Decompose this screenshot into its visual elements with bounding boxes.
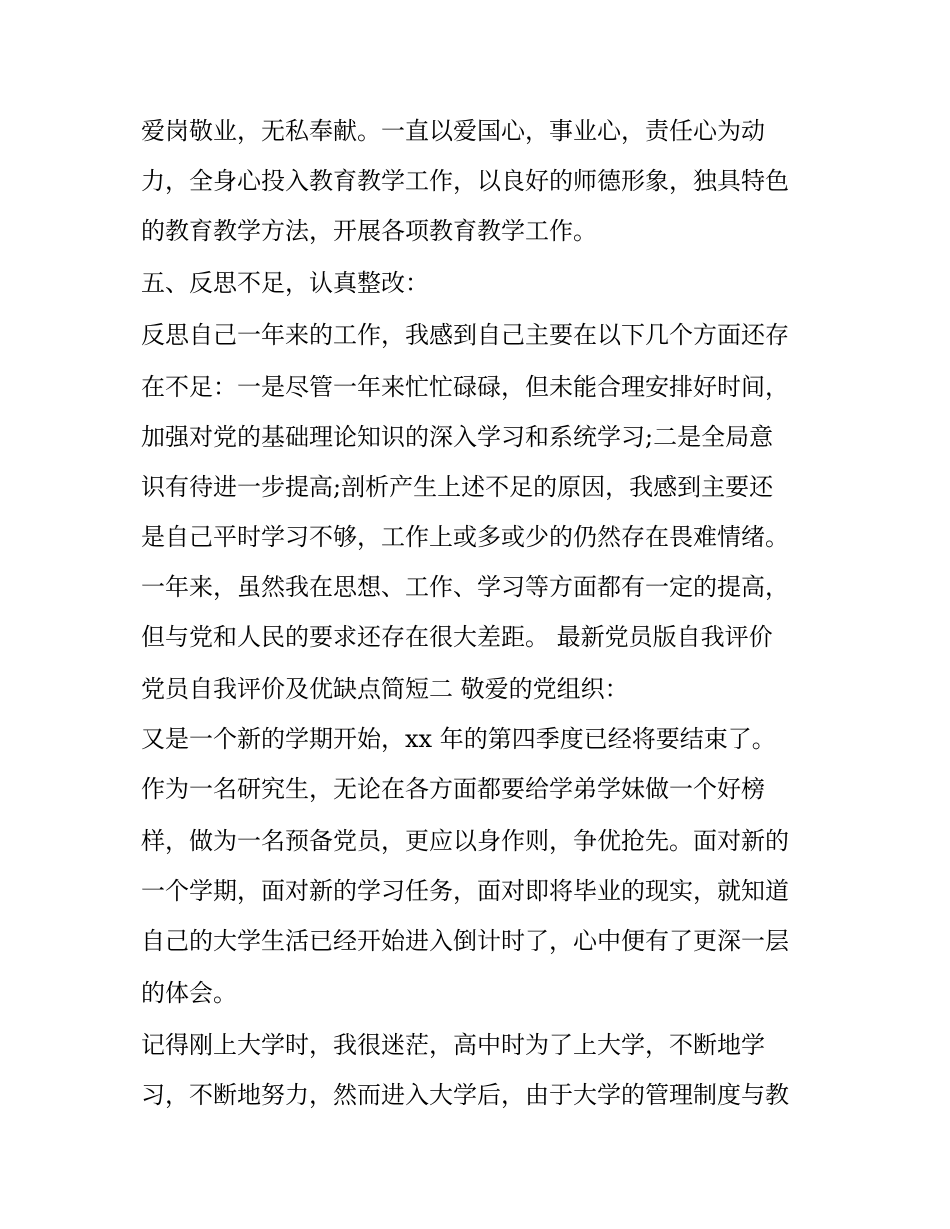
- text-line: 反思自己一年来的工作，我感到自己主要在以下几个方面还存: [141, 321, 789, 349]
- text-line: 一年来，虽然我在思想、工作、学习等方面都有一定的提高，: [141, 573, 789, 601]
- text-line: 但与党和人民的要求还存在很大差距。 最新党员版自我评价: [141, 623, 773, 651]
- section-heading: 五、反思不足，认真整改：: [141, 269, 429, 297]
- text-line: 自己的大学生活已经开始进入倒计时了，心中便有了更深一层: [141, 927, 789, 955]
- text-line: 在不足：一是尽管一年来忙忙碌碌，但未能合理安排好时间，: [141, 373, 789, 401]
- text-line: 记得刚上大学时，我很迷茫，高中时为了上大学，不断地学: [141, 1031, 765, 1059]
- text-line: 加强对党的基础理论知识的深入学习和系统学习;二是全局意: [141, 423, 774, 451]
- text-line: 又是一个新的学期开始，xx 年的第四季度已经将要结束了。: [141, 725, 776, 753]
- text-line: 作为一名研究生，无论在各方面都要给学弟学妹做一个好榜: [141, 775, 765, 803]
- text-line: 一个学期，面对新的学习任务，面对即将毕业的现实，就知道: [141, 877, 789, 905]
- text-line: 党员自我评价及优缺点简短二 敬爱的党组织：: [141, 675, 629, 703]
- text-line: 的体会。: [141, 979, 237, 1007]
- text-line: 习，不断地努力，然而进入大学后，由于大学的管理制度与教: [141, 1081, 789, 1109]
- text-line: 力，全身心投入教育教学工作，以良好的师德形象，独具特色: [141, 167, 789, 195]
- text-line: 是自己平时学习不够，工作上或多或少的仍然存在畏难情绪。: [141, 523, 789, 551]
- text-line: 识有待进一步提高;剖析产生上述不足的原因，我感到主要还: [141, 473, 774, 501]
- text-line: 样，做为一名预备党员，更应以身作则，争优抢先。面对新的: [141, 827, 789, 855]
- text-line: 爱岗敬业，无私奉献。一直以爱国心，事业心，责任心为动: [141, 117, 765, 145]
- text-line: 的教育教学方法，开展各项教育教学工作。: [141, 217, 597, 245]
